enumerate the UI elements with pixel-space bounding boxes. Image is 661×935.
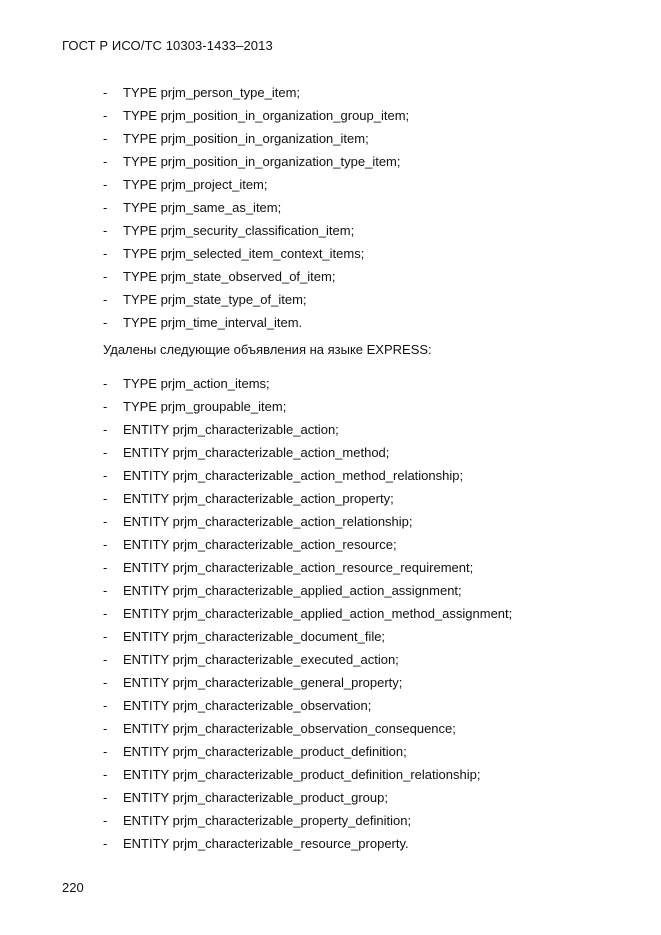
- declaration-text: ENTITY prjm_characterizable_action;: [123, 422, 339, 437]
- declaration-text: TYPE prjm_same_as_item;: [123, 200, 282, 215]
- list-marker: -: [103, 629, 108, 644]
- list-marker: -: [103, 85, 108, 100]
- list-marker: -: [103, 399, 108, 414]
- declaration-text: ENTITY prjm_characterizable_property_definition;: [123, 813, 412, 828]
- list-marker: -: [103, 269, 108, 284]
- declaration-text: ENTITY prjm_characterizable_product_group;: [123, 790, 388, 805]
- declaration-text: ENTITY prjm_characterizable_action_method;: [123, 445, 390, 460]
- declaration-text: TYPE prjm_time_interval_item.: [123, 315, 303, 330]
- list-marker: -: [103, 468, 108, 483]
- declaration-text: ENTITY prjm_characterizable_action_method_relationship;: [123, 468, 464, 483]
- declaration-text: TYPE prjm_action_items;: [123, 376, 270, 391]
- list-marker: -: [103, 514, 108, 529]
- declaration-text: TYPE prjm_position_in_organization_type_item;: [123, 154, 401, 169]
- list-marker: -: [103, 422, 108, 437]
- declaration-text: ENTITY prjm_characterizable_action_resource;: [123, 537, 397, 552]
- list-marker: -: [103, 698, 108, 713]
- declaration-text: ENTITY prjm_characterizable_action_property;: [123, 491, 394, 506]
- list-marker: -: [103, 131, 108, 146]
- list-marker: -: [103, 537, 108, 552]
- list-marker: -: [103, 491, 108, 506]
- declaration-text: TYPE prjm_state_observed_of_item;: [123, 269, 336, 284]
- list-marker: -: [103, 652, 108, 667]
- list-marker: -: [103, 675, 108, 690]
- list-marker: -: [103, 560, 108, 575]
- list-marker: -: [103, 246, 108, 261]
- declaration-text: ENTITY prjm_characterizable_general_property;: [123, 675, 403, 690]
- declaration-text: TYPE prjm_security_classification_item;: [123, 223, 355, 238]
- list-marker: -: [103, 154, 108, 169]
- document-header: ГОСТ Р ИСО/ТС 10303-1433–2013: [62, 38, 273, 53]
- list-marker: -: [103, 767, 108, 782]
- list-marker: -: [103, 177, 108, 192]
- declaration-text: TYPE prjm_person_type_item;: [123, 85, 301, 100]
- declaration-text: ENTITY prjm_characterizable_applied_action_assignment;: [123, 583, 462, 598]
- list-marker: -: [103, 223, 108, 238]
- declaration-text: ENTITY prjm_characterizable_resource_property.: [123, 836, 409, 851]
- declaration-text: TYPE prjm_position_in_organization_group_item;: [123, 108, 410, 123]
- declaration-text: ENTITY prjm_characterizable_action_relationship;: [123, 514, 413, 529]
- declaration-text: TYPE prjm_state_type_of_item;: [123, 292, 307, 307]
- list-marker: -: [103, 721, 108, 736]
- declaration-text: ENTITY prjm_characterizable_action_resource_requirement;: [123, 560, 474, 575]
- declaration-text: ENTITY prjm_characterizable_observation_consequence;: [123, 721, 456, 736]
- list-marker: -: [103, 315, 108, 330]
- list-marker: -: [103, 606, 108, 621]
- declaration-text: ENTITY prjm_characterizable_product_definition;: [123, 744, 407, 759]
- page-number: 220: [62, 880, 84, 895]
- declaration-text: ENTITY prjm_characterizable_observation;: [123, 698, 372, 713]
- list-marker: -: [103, 200, 108, 215]
- list-marker: -: [103, 790, 108, 805]
- declaration-text: ENTITY prjm_characterizable_document_file;: [123, 629, 386, 644]
- declaration-text: TYPE prjm_project_item;: [123, 177, 268, 192]
- list-marker: -: [103, 445, 108, 460]
- declaration-text: TYPE prjm_groupable_item;: [123, 399, 287, 414]
- declaration-text: ENTITY prjm_characterizable_applied_action_method_assignment;: [123, 606, 513, 621]
- list-marker: -: [103, 813, 108, 828]
- declaration-text: TYPE prjm_selected_item_context_items;: [123, 246, 365, 261]
- declaration-text: ENTITY prjm_characterizable_product_definition_relationship;: [123, 767, 481, 782]
- list-marker: -: [103, 836, 108, 851]
- declaration-text: ENTITY prjm_characterizable_executed_action;: [123, 652, 399, 667]
- list-marker: -: [103, 108, 108, 123]
- declaration-text: TYPE prjm_position_in_organization_item;: [123, 131, 369, 146]
- list-marker: -: [103, 583, 108, 598]
- list-marker: -: [103, 744, 108, 759]
- list-marker: -: [103, 292, 108, 307]
- list-marker: -: [103, 376, 108, 391]
- removed-declarations-paragraph: Удалены следующие объявления на языке EXPRESS:: [103, 342, 432, 357]
